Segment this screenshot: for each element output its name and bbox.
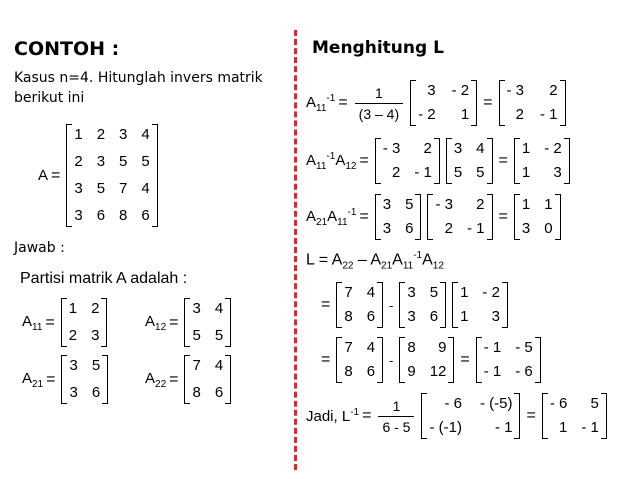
- matrix-cell: 4: [366, 339, 376, 356]
- matrix-cell: - 1: [540, 106, 558, 123]
- matrix-cell: 6: [91, 384, 101, 401]
- matrix-cell: 2: [391, 164, 401, 181]
- matrix-cell: - 1: [494, 419, 513, 436]
- matrix-cell: 5: [590, 395, 599, 412]
- matrix-cell: 5: [476, 164, 485, 181]
- eq6: Jadi, $L^{-1}$ = $\frac{1}{6 - 5}$ - 6 - (-5) - (-1) - 1 = - 6 5 1 - 1: [306, 393, 610, 439]
- matrix-cell: 3: [382, 196, 392, 213]
- eq4: = 7 4 8 6 - 3 5 3 6 1 - 2 1 3: [318, 282, 511, 328]
- matrix-A11: [61, 298, 108, 347]
- matrix-cell: 8: [192, 384, 201, 401]
- eq3: $A_{21}A_{11}^{-1}$ = 3 5 3 6 - 3 2 2 - 1 = 1 1 3 0: [306, 194, 564, 240]
- matrix-cell: 6: [214, 384, 224, 401]
- eq5-matrix-3: [476, 337, 541, 383]
- matrix-cell: 8: [344, 363, 353, 380]
- left-title: CONTOH :: [14, 38, 120, 60]
- eq2: $A_{11}^{-1}A_{12}$ = - 3 2 2 - 1 3 4 5 5 = 1 - 2 1 3: [306, 138, 573, 184]
- eq4-matrix-3: [452, 282, 508, 328]
- matrix-cell: 3: [119, 126, 128, 143]
- matrix-cell: 2: [444, 220, 453, 237]
- matrix-cell: - 2: [482, 284, 500, 301]
- matrix-cell: 5: [429, 284, 439, 301]
- intro-line-1: Kasus n=4. Hitunglah invers matrik: [14, 70, 263, 86]
- matrix-cell: 7: [344, 284, 353, 301]
- eq5-matrix-1: [336, 337, 383, 383]
- dashed-divider: [294, 30, 297, 470]
- matrix-cell: 5: [119, 153, 128, 170]
- eq2-matrix-1: [375, 138, 440, 184]
- A11-label: $A_{11}$: [22, 312, 43, 333]
- matrix-cell: 4: [214, 300, 224, 317]
- matrix-cell: 5: [453, 164, 463, 181]
- eq5: = 7 4 8 6 - 8 9 9 12 = - 1 - 5 - 1 - 6: [318, 337, 544, 383]
- eq2-matrix-2: [446, 138, 493, 184]
- intro-line-2: berikut ini: [14, 90, 85, 106]
- eq6-matrix-2: [542, 393, 607, 439]
- matrix-cell: 3: [407, 308, 416, 325]
- L-formula: $L = A_{22} - A_{21}A_{11}^{-1}A_{12}$: [306, 250, 444, 272]
- matrix-cell: 0: [544, 220, 553, 237]
- eq3-matrix-1: [375, 194, 422, 240]
- matrix-cell: - 6: [444, 395, 462, 412]
- matrix-cell: 1: [558, 419, 568, 436]
- right-title: Menghitung L: [312, 38, 444, 58]
- eq1-fraction: $\frac{1}{(3 - 4)}$: [355, 85, 403, 122]
- matrix-cell: 3: [91, 327, 100, 344]
- equals-sign: =: [51, 166, 61, 184]
- matrix-cell: 5: [214, 327, 224, 344]
- matrix-cell: - 6: [549, 395, 568, 412]
- matrix-cell: 6: [366, 363, 376, 380]
- matrix-cell: 5: [91, 357, 101, 374]
- matrix-cell: - 2: [451, 82, 470, 99]
- matrix-cell: 2: [91, 300, 100, 317]
- eq3-matrix-2: [427, 194, 492, 240]
- matrix-cell: 3: [491, 308, 500, 325]
- matrix-cell: - 6: [515, 363, 533, 380]
- matrix-cell: 1: [521, 164, 531, 181]
- matrix-cell: 4: [214, 357, 224, 374]
- matrix-cell: 7: [119, 180, 128, 197]
- matrix-cell: 3: [382, 220, 392, 237]
- matrix-cell: 3: [521, 220, 531, 237]
- matrix-cell: 5: [96, 180, 106, 197]
- eq1-matrix-2: [499, 80, 566, 126]
- matrix-cell: 3: [69, 384, 78, 401]
- matrix-cell: 9: [407, 363, 416, 380]
- A11-equation: $A_{11}$ = 1 2 2 3: [22, 298, 110, 347]
- matrix-cell: - 3: [382, 140, 401, 157]
- matrix-cell: 1: [68, 300, 78, 317]
- eq4-matrix-2: [399, 282, 446, 328]
- matrix-cell: - 1: [483, 363, 502, 380]
- matrix-cell: 8: [119, 207, 128, 224]
- matrix-cell: 3: [74, 207, 83, 224]
- matrix-cell: - (-1): [429, 419, 462, 436]
- matrix-cell: 1: [521, 196, 531, 213]
- matrix-cell: 1: [544, 196, 553, 213]
- eq6-matrix-1: [421, 393, 520, 439]
- matrix-A22: [184, 355, 231, 404]
- eq1-matrix-1: [410, 80, 477, 126]
- matrix-cell: 1: [460, 284, 469, 301]
- matrix-cell: - 5: [515, 339, 533, 356]
- A22-equation: $A_{22}$ = 7 4 8 6: [145, 355, 234, 404]
- matrix-cell: 3: [96, 153, 106, 170]
- matrix-cell: 6: [141, 207, 150, 224]
- matrix-cell: 1: [521, 140, 531, 157]
- matrix-cell: 3: [192, 300, 201, 317]
- eq2-matrix-3: [514, 138, 570, 184]
- jawab-label: Jawab :: [14, 240, 65, 256]
- matrix-cell: - 2: [544, 140, 562, 157]
- matrix-A-equation: [38, 124, 161, 227]
- matrix-cell: 1: [460, 308, 469, 325]
- eq3-matrix-3: [514, 194, 561, 240]
- matrix-A12: [184, 298, 231, 347]
- matrix-cell: 3: [453, 140, 463, 157]
- matrix-cell: 2: [515, 106, 525, 123]
- matrix-cell: - 1: [483, 339, 502, 356]
- matrix-cell: - (-5): [479, 395, 513, 412]
- matrix-cell: 5: [192, 327, 201, 344]
- matrix-cell: 7: [344, 339, 353, 356]
- matrix-cell: 3: [69, 357, 78, 374]
- matrix-cell: 4: [476, 140, 485, 157]
- matrix-cell: 3: [427, 82, 436, 99]
- matrix-cell: - 1: [581, 419, 599, 436]
- matrix-cell: 5: [405, 196, 414, 213]
- matrix-cell: 3: [407, 284, 416, 301]
- A12-equation: $A_{12}$ = 3 4 5 5: [145, 298, 234, 347]
- matrix-cell: 2: [423, 140, 432, 157]
- eq1: $A_{11}^{-1}$ = $\frac{1}{(3 - 4)}$ 3 - 2 - 2 1 = - 3 2 2 - 1: [306, 80, 569, 126]
- matrix-cell: 1: [460, 106, 470, 123]
- matrix-cell: 7: [192, 357, 201, 374]
- matrix-cell: 4: [141, 126, 150, 143]
- eq4-matrix-1: [336, 282, 383, 328]
- matrix-A: [66, 124, 157, 227]
- matrix-cell: - 3: [435, 196, 453, 213]
- matrix-cell: 6: [429, 308, 439, 325]
- matrix-cell: 4: [366, 284, 376, 301]
- eq6-fraction: $\frac{1}{6 - 5}$: [378, 398, 414, 435]
- matrix-cell: 2: [96, 126, 106, 143]
- matrix-cell: 2: [549, 82, 558, 99]
- A22-label: $A_{22}$: [145, 369, 167, 390]
- matrix-cell: 6: [405, 220, 414, 237]
- partisi-label: Partisi matrik A adalah :: [20, 270, 188, 287]
- matrix-cell: 3: [553, 164, 562, 181]
- matrix-cell: - 1: [414, 164, 432, 181]
- A21-label: $A_{21}$: [22, 369, 44, 390]
- eq5-matrix-2: [399, 337, 454, 383]
- matrix-cell: 2: [476, 196, 485, 213]
- matrix-cell: 3: [74, 180, 83, 197]
- matrix-cell: - 3: [506, 82, 525, 99]
- matrix-cell: 2: [74, 153, 83, 170]
- matrix-cell: 8: [344, 308, 353, 325]
- matrix-cell: 12: [429, 363, 447, 380]
- matrix-cell: 6: [366, 308, 376, 325]
- matrix-cell: 8: [407, 339, 416, 356]
- A-label: A: [38, 167, 49, 184]
- matrix-cell: - 2: [418, 106, 436, 123]
- matrix-cell: - 1: [467, 220, 485, 237]
- matrix-cell: 6: [96, 207, 106, 224]
- matrix-cell: 2: [68, 327, 78, 344]
- matrix-cell: 1: [74, 126, 83, 143]
- A21-equation: $A_{21}$ = 3 5 3 6: [22, 355, 111, 404]
- matrix-cell: 9: [438, 339, 447, 356]
- matrix-A21: [61, 355, 108, 404]
- matrix-cell: 5: [141, 153, 150, 170]
- A12-label: $A_{12}$: [145, 312, 167, 333]
- matrix-cell: 4: [141, 180, 150, 197]
